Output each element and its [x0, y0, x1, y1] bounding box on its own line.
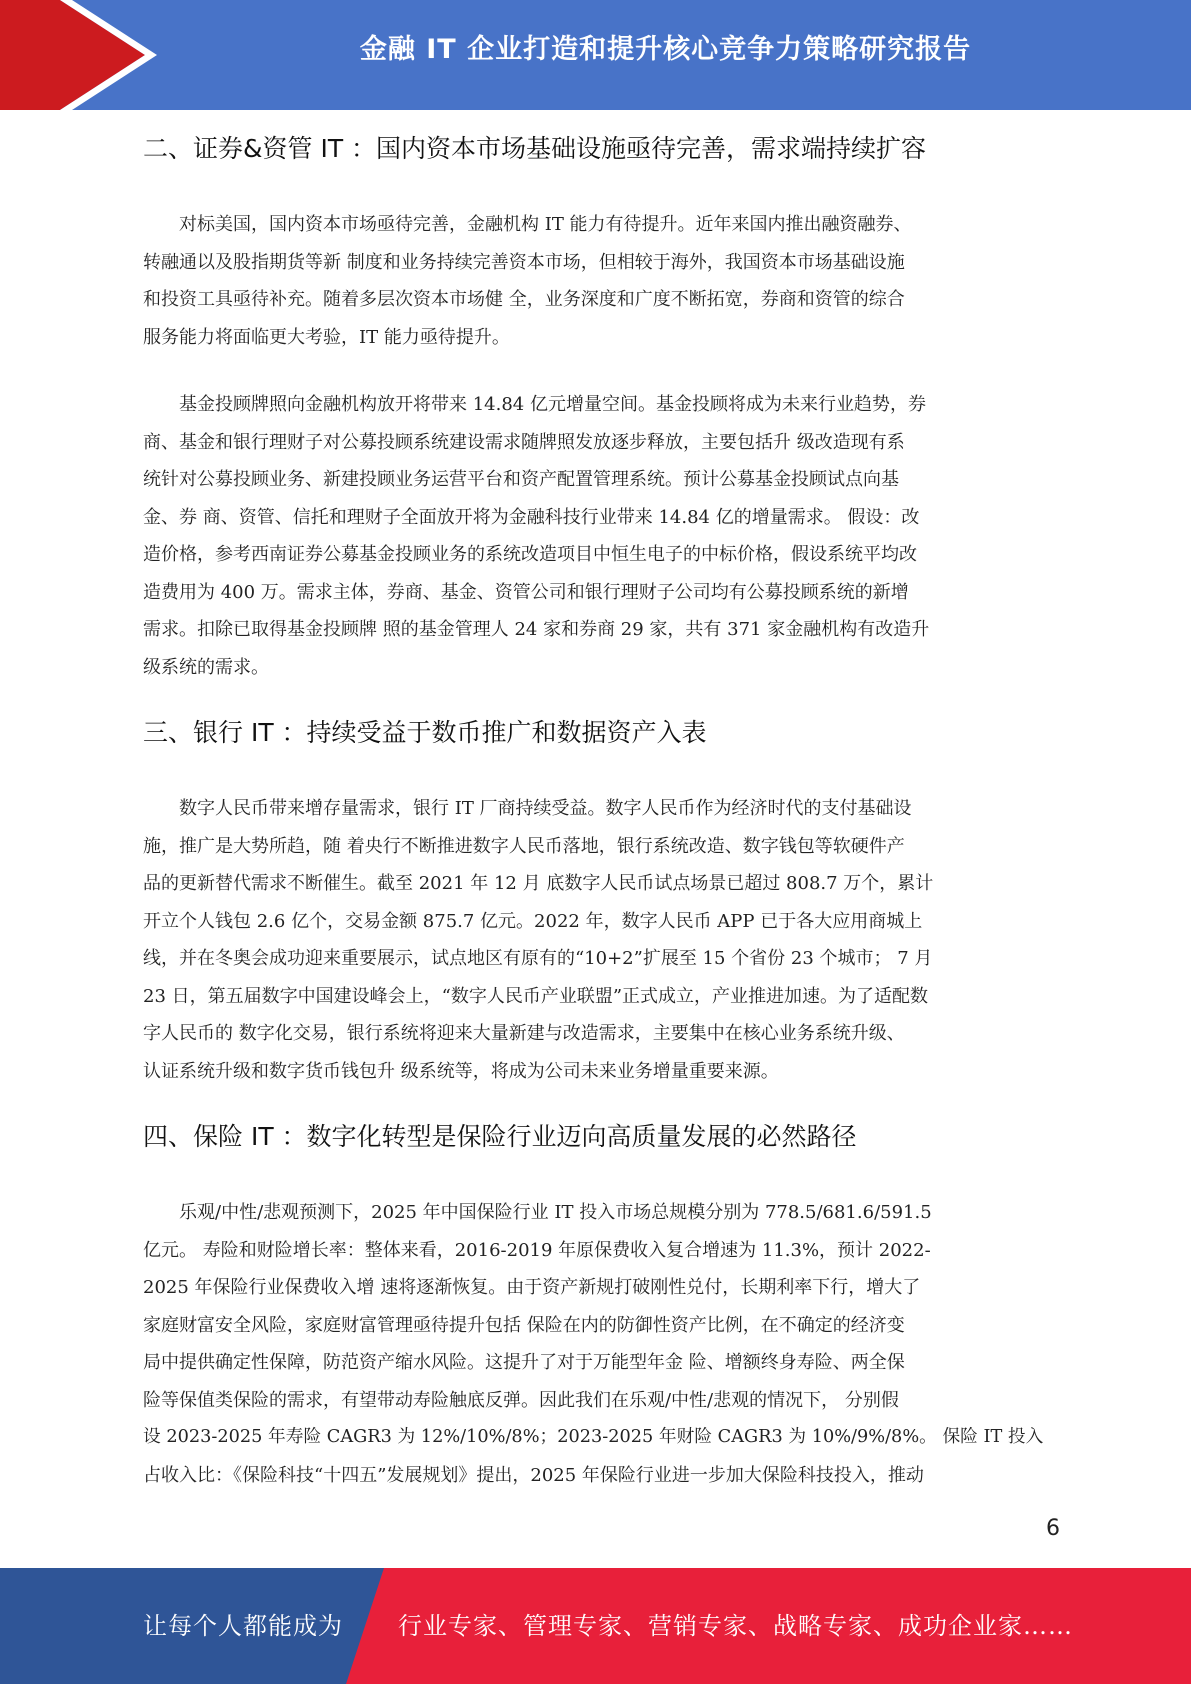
page-number: 6	[1046, 1516, 1060, 1541]
paragraph-line: 字人民币的 数字化交易，银行系统将迎来大量新建与改造需求，主要集中在核心业务系统升级、	[143, 1023, 905, 1044]
paragraph-line: 金、券 商、资管、信托和理财子全面放开将为金融科技行业带来 14.84 亿的增量需求。 假设：改	[143, 506, 920, 528]
paragraph-line: 基金投顾牌照向金融机构放开将带来 14.84 亿元增量空间。基金投顾将成为未来行业趋势，券	[179, 394, 926, 415]
footer-slogan-left: 让每个人都能成为	[143, 1612, 343, 1640]
paragraph-line: 数字人民币带来增存量需求，银行 IT 厂商持续受益。数字人民币作为经济时代的支付基础设	[179, 798, 912, 819]
paragraph-line: 认证系统升级和数字货币钱包升 级系统等，将成为公司未来业务增量重要来源。	[143, 1060, 779, 1082]
paragraph-line: 商、基金和银行理财子对公募投顾系统建设需求随牌照发放逐步释放，主要包括升 级改造现有系	[143, 431, 905, 453]
paragraph-line: 开立个人钱包 2.6 亿个，交易金额 875.7 亿元。2022 年，数字人民币 APP 已于各大应用商城上	[143, 910, 923, 932]
paragraph-line: 品的更新替代需求不断催生。截至 2021 年 12 月 底数字人民币试点场景已超过 808.7 万个，累计	[143, 873, 934, 894]
page-footer	[0, 1568, 1191, 1684]
header-arrow-decoration	[0, 0, 160, 110]
paragraph-line: 对标美国，国内资本市场亟待完善，金融机构 IT 能力有待提升。近年来国内推出融资融券、	[179, 214, 912, 235]
paragraph-line: 2025 年保险行业保费收入增 速将逐渐恢复。由于资产新规打破刚性兑付，长期利率下行，增大了	[143, 1277, 921, 1298]
section-heading-insurance: 四、保险 IT ：数字化转型是保险行业迈向高质量发展的必然路径	[143, 1122, 857, 1151]
footer-slogan-right: 行业专家、管理专家、营销专家、战略专家、成功企业家……	[398, 1612, 1073, 1640]
report-title: 金融 IT 企业打造和提升核心竞争力策略研究报告	[359, 34, 972, 65]
paragraph-line: 险等保值类保险的需求，有望带动寿险触底反弹。因此我们在乐观/中性/悲观的情况下， 分别假	[143, 1389, 899, 1411]
section-heading-securities: 二、证券&资管 IT ：国内资本市场基础设施亟待完善，需求端持续扩容	[143, 134, 927, 163]
paragraph-line: 造费用为 400 万。需求主体，券商、基金、资管公司和银行理财子公司均有公募投顾系统的新增	[143, 581, 909, 603]
paragraph	[143, 790, 1048, 1090]
paragraph-line: 23 日，第五届数字中国建设峰会上，“数字人民币产业联盟”正式成立，产业推进加速。为了适配数	[143, 985, 929, 1007]
paragraph-line: 造价格，参考西南证券公募基金投顾业务的系统改造项目中恒生电子的中标价格，假设系统平均改	[143, 544, 917, 565]
document-body	[143, 122, 1048, 1494]
paragraph-line: 占收入比：《保险科技“十四五”发展规划》提出，2025 年保险行业进一步加大保险科技投入，推动	[143, 1464, 924, 1486]
paragraph-line: 线，并在冬奥会成功迎来重要展示，试点地区有原有的“10+2”扩展至 15 个省份 23 个城市； 7 月	[143, 948, 933, 969]
paragraph	[143, 386, 1048, 686]
paragraph-line: 需求。扣除已取得基金投顾牌 照的基金管理人 24 家和券商 29 家，共有 371 家金融机构有改造升	[143, 619, 930, 640]
paragraph	[143, 206, 1048, 356]
paragraph-line: 级系统的需求。	[143, 656, 269, 678]
paragraph-line: 施，推广是大势所趋，随 着央行不断推进数字人民币落地，银行系统改造、数字钱包等软硬件产	[143, 835, 905, 857]
paragraph-line: 家庭财富安全风险，家庭财富管理亟待提升包括 保险在内的防御性资产比例，在不确定的经济变	[143, 1314, 905, 1336]
paragraph-line: 亿元。 寿险和财险增长率：整体来看，2016-2019 年原保费收入复合增速为 11.3%，预计 2022-	[143, 1239, 931, 1261]
paragraph	[143, 1194, 1048, 1494]
paragraph-line: 局中提供确定性保障，防范资产缩水风险。这提升了对于万能型年金 险、增额终身寿险、两全保	[143, 1352, 905, 1373]
paragraph-line: 和投资工具亟待补充。随着多层次资本市场健 全，业务深度和广度不断拓宽，券商和资管的综合	[143, 289, 905, 310]
paragraph-line: 乐观/中性/悲观预测下，2025 年中国保险行业 IT 投入市场总规模分别为 778.5/681.6/591.5	[179, 1202, 932, 1223]
paragraph-line: 设 2023-2025 年寿险 CAGR3 为 12%/10%/8%；2023-2025 年财险 CAGR3 为 10%/9%/8%。 保险 IT 投入	[143, 1427, 1044, 1447]
section-heading-banking: 三、银行 IT ：持续受益于数币推广和数据资产入表	[143, 718, 707, 747]
paragraph-line: 服务能力将面临更大考验，IT 能力亟待提升。	[143, 326, 510, 348]
paragraph-line: 统针对公募投顾业务、新建投顾业务运营平台和资产配置管理系统。预计公募基金投顾试点向基	[143, 469, 899, 490]
page-header	[0, 0, 1191, 110]
paragraph-line: 转融通以及股指期货等新 制度和业务持续完善资本市场，但相较于海外，我国资本市场基础设施	[143, 251, 905, 273]
